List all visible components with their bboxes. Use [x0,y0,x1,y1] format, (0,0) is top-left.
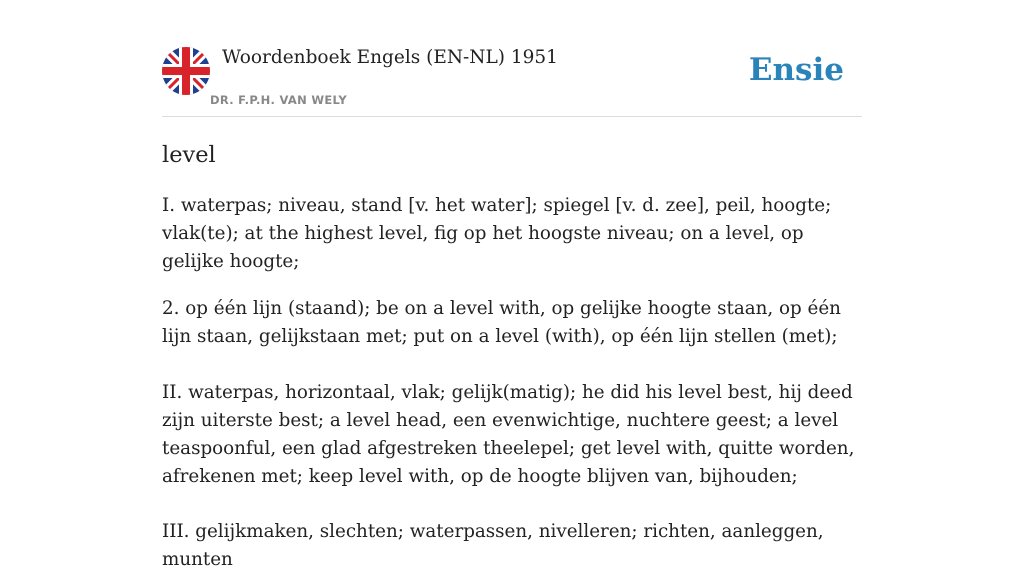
dictionary-title-link[interactable]: Woordenboek Engels (EN-NL) 1951 [222,47,558,68]
uk-flag-icon [162,47,210,95]
definition-paragraph-1: I. waterpas; niveau, stand [v. het water]; spiegel [v. d. zee], peil, hoogte; vlak(te); at the highest level, fig op het hoogste niveau; on a level, op gelijke hoogte; [162,195,832,272]
definition-paragraph-4: III. gelijkmaken, slechten; waterpassen, nivelleren; richten, aanleggen, munten [162,521,824,570]
dictionary-header [162,46,862,117]
definition-paragraph-2: 2. op één lijn (staand); be on a level with, op gelijke hoogte staan, op één lijn staan, gelijkstaan met; put on a level (with), op één lijn stellen (met); [162,298,841,347]
dictionary-author: DR. F.P.H. VAN WELY [210,93,347,107]
entry-headword: level [162,142,216,168]
definition-paragraph-3: II. waterpas, horizontaal, vlak; gelijk(matig); he did his level best, hij deed zijn uiterste best; a level head, een evenwichtige, nuchtere geest; a level teaspoonful, een glad afgestreken theelepel; get level with, quitte worden, afrekenen met; keep level with, op de hoogte blijven van, bijhouden; [162,382,855,487]
ensie-logo-link[interactable]: Ensie [748,52,844,88]
entry-definition [162,192,862,574]
